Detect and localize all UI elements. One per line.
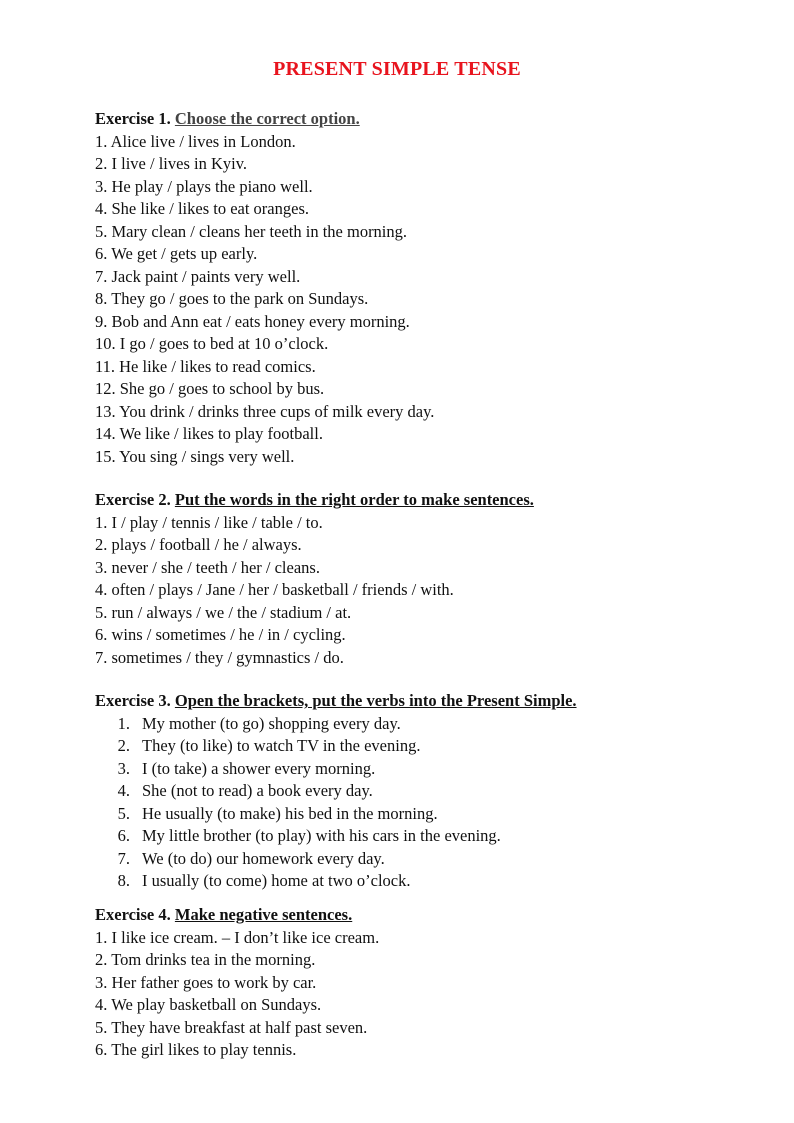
exercise-3	[95, 690, 755, 893]
exercise-item: 14. We like / likes to play football.	[95, 424, 323, 443]
exercise-4	[95, 904, 755, 1062]
exercise-heading	[95, 904, 755, 927]
list-item	[95, 803, 755, 826]
list-item-text: I usually (to come) home at two o’clock.	[142, 871, 411, 890]
list-item-text: We (to do) our homework every day.	[142, 848, 385, 868]
exercise-item: 1. I like ice cream. – I don’t like ice cream.	[95, 927, 380, 947]
list-item-text: My mother (to go) shopping every day.	[142, 713, 401, 733]
exercise-1	[95, 108, 755, 468]
list-item-number: 5.	[117, 803, 130, 823]
exercise-item: 6. The girl likes to play tennis.	[95, 1040, 297, 1059]
exercise-item: 4. often / plays / Jane / her / basketball / friends / with.	[95, 580, 454, 599]
exercise-item: 5. run / always / we / the / stadium / at.	[95, 602, 352, 622]
exercise-heading	[95, 489, 755, 512]
list-item-number: 6.	[117, 826, 130, 845]
exercise-instruction: Make negative sentences.	[174, 905, 353, 924]
exercise-item: 10. I go / goes to bed at 10 o’clock.	[95, 334, 329, 353]
list-item	[95, 713, 755, 736]
exercise-item: 13. You drink / drinks three cups of milk every day.	[95, 401, 435, 421]
list-item	[95, 870, 755, 893]
exercise-item: 3. Her father goes to work by car.	[95, 972, 317, 992]
exercise-instruction: Choose the correct option.	[174, 109, 360, 128]
exercise-instruction: Put the words in the right order to make sentences.	[174, 490, 534, 509]
exercise-heading	[95, 108, 755, 131]
exercise-item: 15. You sing / sings very well.	[95, 446, 295, 466]
page-title: PRESENT SIMPLE TENSE	[273, 58, 521, 80]
exercise-label: Exercise 1.	[95, 109, 171, 128]
list-item	[95, 780, 755, 803]
exercise-item: 2. Tom drinks tea in the morning.	[95, 950, 316, 969]
exercise-label: Exercise 4.	[95, 905, 171, 924]
list-item-text: They (to like) to watch TV in the evening.	[142, 736, 421, 755]
exercise-item: 1. I / play / tennis / like / table / to.	[95, 512, 323, 532]
exercise-item: 5. Mary clean / cleans her teeth in the morning.	[95, 221, 408, 241]
numbered-list	[95, 713, 755, 893]
exercise-item: 9. Bob and Ann eat / eats honey every morning.	[95, 311, 410, 331]
list-item-text: He usually (to make) his bed in the morning.	[142, 803, 438, 823]
exercise-item: 4. She like / likes to eat oranges.	[95, 199, 309, 218]
exercise-item: 2. I live / lives in Kyiv.	[95, 154, 247, 173]
list-item-number: 3.	[117, 758, 130, 778]
exercise-label: Exercise 3.	[95, 691, 171, 710]
exercise-item: 4. We play basketball on Sundays.	[95, 995, 322, 1014]
exercise-item: 1. Alice live / lives in London.	[95, 131, 296, 151]
list-item-text: She (not to read) a book every day.	[142, 781, 373, 800]
list-item-text: I (to take) a shower every morning.	[142, 758, 376, 778]
list-item-text: My little brother (to play) with his cars in the evening.	[142, 826, 501, 845]
exercise-heading	[95, 690, 755, 713]
exercise-item: 12. She go / goes to school by bus.	[95, 379, 325, 398]
exercise-label: Exercise 2.	[95, 490, 171, 509]
exercise-item: 8. They go / goes to the park on Sundays.	[95, 289, 369, 308]
exercise-item: 6. wins / sometimes / he / in / cycling.	[95, 625, 346, 644]
list-item	[95, 825, 755, 848]
list-item-number: 8.	[117, 871, 130, 890]
list-item-number: 1.	[117, 713, 130, 733]
list-item	[95, 848, 755, 871]
list-item	[95, 758, 755, 781]
exercise-2	[95, 489, 755, 669]
list-item-number: 4.	[117, 781, 130, 800]
exercise-item: 11. He like / likes to read comics.	[95, 356, 316, 376]
list-item	[95, 735, 755, 758]
exercise-item: 5. They have breakfast at half past seven.	[95, 1017, 368, 1037]
exercise-item: 3. never / she / teeth / her / cleans.	[95, 557, 320, 577]
exercise-item: 7. sometimes / they / gymnastics / do.	[95, 647, 344, 667]
list-item-number: 7.	[117, 848, 130, 868]
exercise-item: 7. Jack paint / paints very well.	[95, 266, 301, 286]
exercise-item: 6. We get / gets up early.	[95, 244, 258, 263]
exercise-item: 3. He play / plays the piano well.	[95, 176, 313, 196]
exercise-item: 2. plays / football / he / always.	[95, 535, 302, 554]
list-item-number: 2.	[117, 736, 130, 755]
exercise-instruction: Open the brackets, put the verbs into the Present Simple.	[174, 691, 577, 710]
